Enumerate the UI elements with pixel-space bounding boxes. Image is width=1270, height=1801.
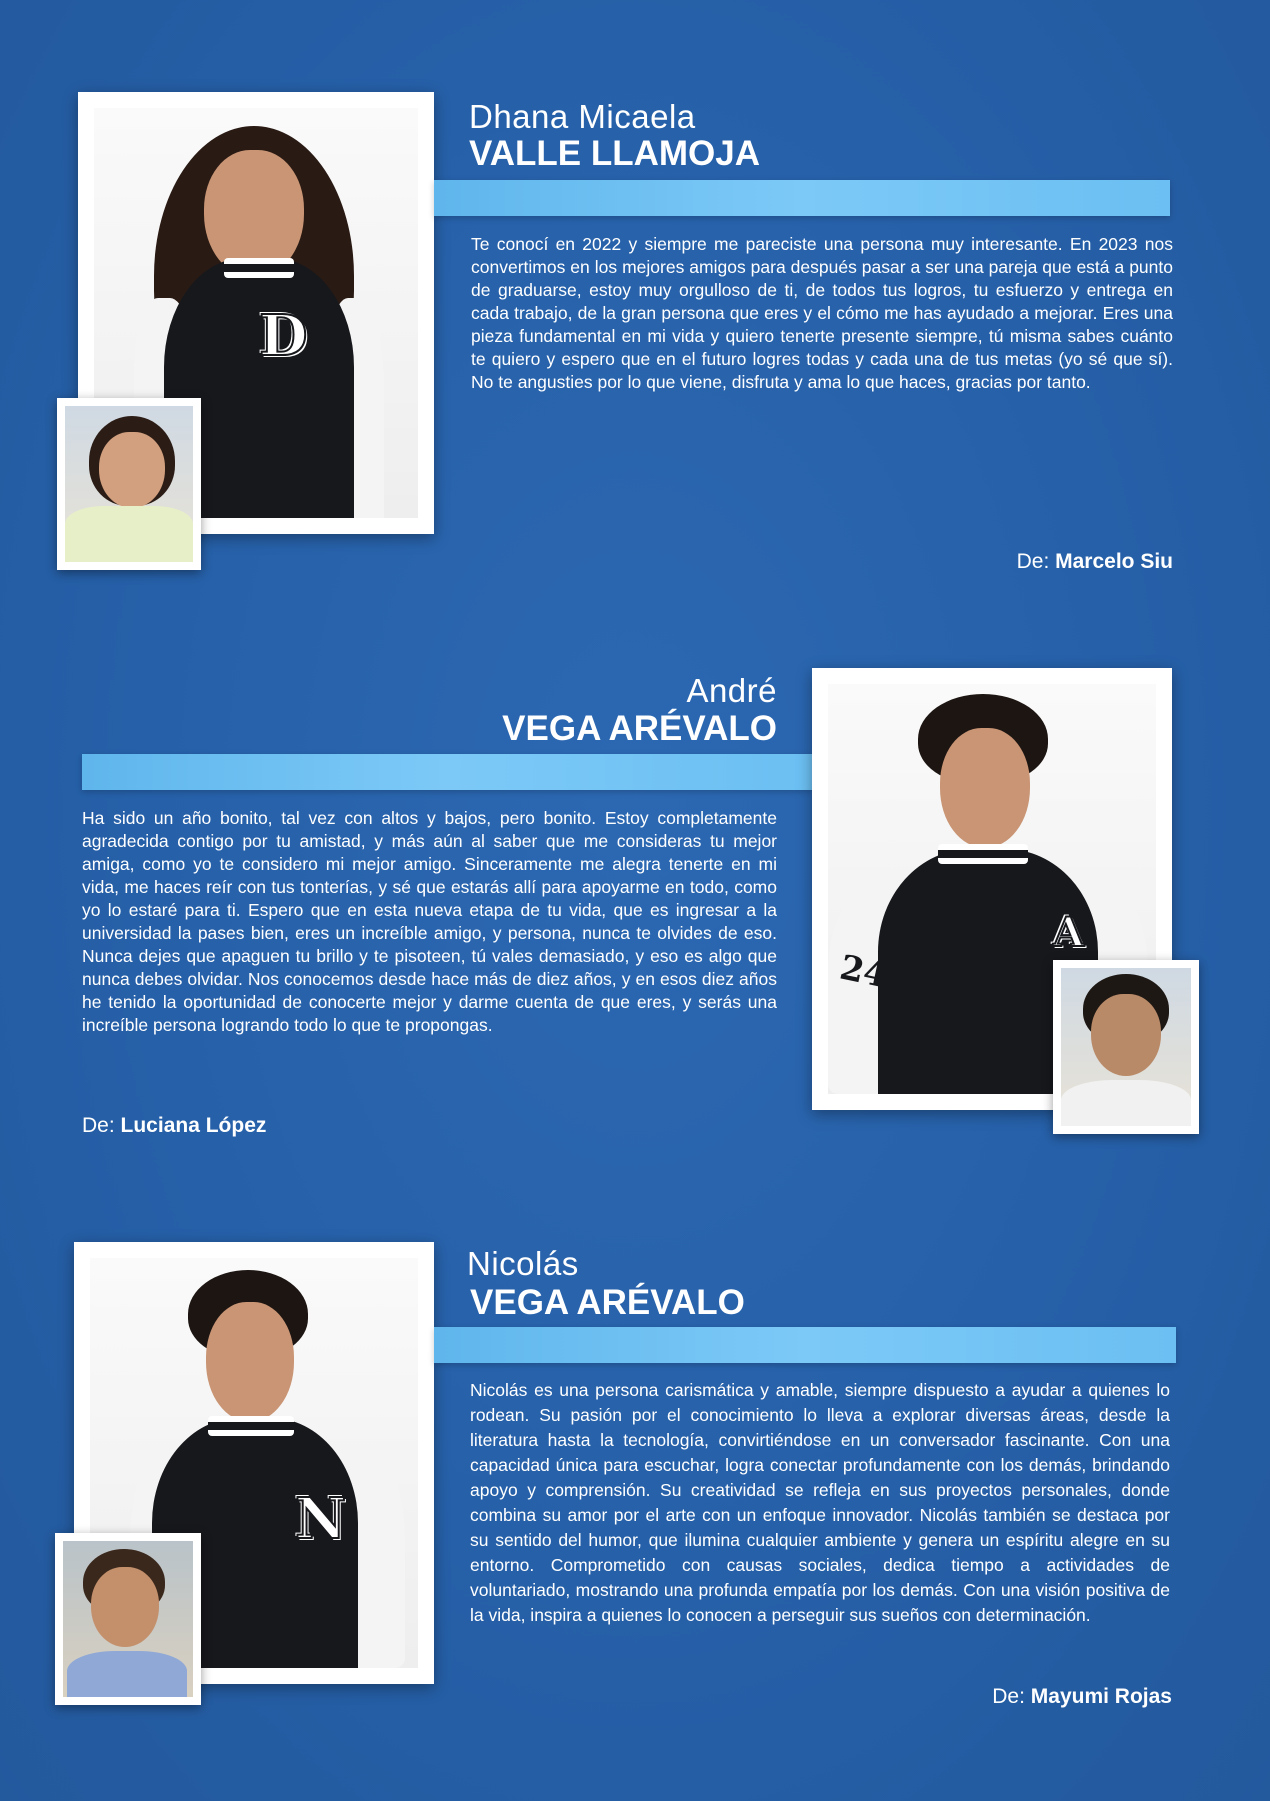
from-name: Marcelo Siu — [1055, 550, 1173, 573]
name-band — [82, 754, 812, 790]
dedication-message: Te conocí en 2022 y siempre me pareciste una persona muy interesante. En 2023 nos convertimos en los mejores amigos para después pasar a ser una pareja que está a punto de graduarse, estoy muy orgulloso de ti, de todos tus logros, tu esfuerzo y entrega en cada trabajo, de la gran persona que eres y el cómo me has ayudado a mejorar. Eres una pieza fundamental en mi vida y quiero tenerte presente siempre, tú misma sabes cuánto te quiero y espero que en el futuro logres todas y cada una de tus metas (yo sé que sí). No te angusties por lo que viene, disfruta y ama lo que haces, gracias por tanto. — [471, 234, 1173, 392]
childhood-photo-frame — [55, 1533, 201, 1705]
first-name: Dhana Micaela — [469, 98, 696, 135]
last-name: VEGA ARÉVALO — [470, 1283, 745, 1322]
childhood-photo-frame — [1053, 960, 1199, 1134]
childhood-photo — [63, 1541, 193, 1697]
from-label: De: — [1016, 550, 1050, 573]
from-label: De: — [992, 1685, 1025, 1708]
from-name: Luciana López — [120, 1114, 267, 1137]
childhood-photo-frame — [57, 398, 201, 570]
from-name: Mayumi Rojas — [1030, 1685, 1172, 1708]
jacket-letter: D — [259, 303, 308, 369]
jacket-letter: N — [295, 1486, 347, 1552]
name-band — [434, 180, 1170, 216]
childhood-photo — [1061, 968, 1191, 1126]
signature — [82, 1114, 266, 1138]
from-label: De: — [82, 1114, 115, 1137]
first-name: André — [686, 672, 777, 709]
last-name: VEGA ARÉVALO — [502, 709, 777, 748]
first-name: Nicolás — [467, 1245, 579, 1282]
dedication-message: Ha sido un año bonito, tal vez con altos y bajos, pero bonito. Estoy completamente agradecida contigo por tu amistad, y más aún al saber que me consideras tu mejor amiga, como yo te considero mi mejor amigo. Sinceramente me alegra tenerte en mi vida, me haces reír con tus tonterías, y sé que estarás allí para apoyarme en todo, como yo lo estaré para ti. Espero que en esta nueva etapa de tu vida, que es ingresar a la universidad la pases bien, eres un increíble amigo, y persona, nunca te olvides de eso. Nunca dejes que apaguen tu brillo y te pisoteen, tú vales demasiado, y eso es algo que nunca debes olvidar. Nos conocemos desde hace más de diez años, y en esos diez años he tenido la oportunidad de conocerte mejor y darme cuenta de que eres, y serás una increíble persona logrando todo lo que te propongas. — [82, 808, 777, 1035]
name-band — [434, 1327, 1176, 1363]
jacket-letter: A — [1053, 909, 1085, 956]
dedication-message: Nicolás es una persona carismática y amable, siempre dispuesto a ayudar a quienes lo rodean. Su pasión por el conocimiento lo lleva a explorar diversas áreas, desde la literatura hasta la tecnología, convirtiéndose en un conversador fascinante. Con una capacidad única para escuchar, logra conectar profundamente con los demás, brindando apoyo y comprensión. Su creatividad se refleja en sus proyectos personales, donde combina su amor por el arte con un enfoque innovador. Nicolás también se destaca por su sentido del humor, que ilumina cualquier ambiente y genera un espíritu alegre en su entorno. Comprometido con causas sociales, dedica tiempo a actividades de voluntariado, mostrando una profunda empatía por los demás. Con una visión positiva de la vida, inspira a quienes lo conocen a perseguir sus sueños con determinación. — [470, 1380, 1170, 1625]
childhood-photo — [65, 406, 193, 562]
sleeve-number: 24 — [836, 947, 891, 997]
signature — [900, 550, 1173, 574]
last-name: VALLE LLAMOJA — [469, 134, 761, 173]
signature — [900, 1685, 1172, 1709]
